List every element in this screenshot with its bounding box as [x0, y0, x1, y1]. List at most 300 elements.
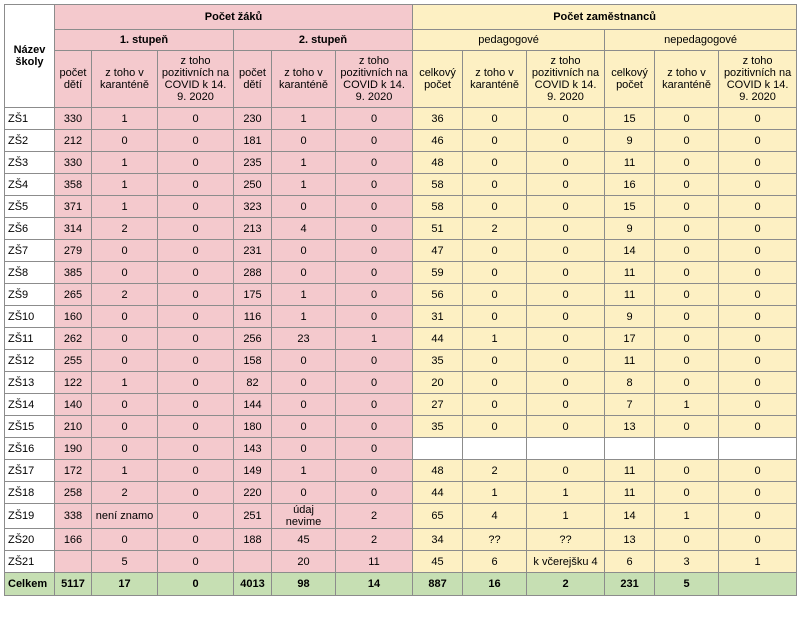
covid-school-table [4, 4, 797, 596]
teaching-total-cell: 31 [413, 306, 463, 328]
nonteaching-positive-cell: 0 [719, 174, 797, 196]
grade1-positive-cell: 0 [158, 416, 234, 438]
teaching-total-cell: 56 [413, 284, 463, 306]
teaching-total-cell: 34 [413, 529, 463, 551]
grade1-count-cell: 166 [55, 529, 92, 551]
nonteaching-quarantine-cell: 0 [655, 328, 719, 350]
nonteaching-quarantine-cell: 0 [655, 174, 719, 196]
total-teaching-total-cell: 887 [413, 573, 463, 596]
grade1-quarantine-cell: 0 [92, 240, 158, 262]
grade1-positive-cell: 0 [158, 551, 234, 573]
header-count-children: počet dětí [234, 51, 272, 108]
grade1-quarantine-cell: 1 [92, 460, 158, 482]
teaching-positive-cell: ?? [527, 529, 605, 551]
grade2-quarantine-cell: 0 [272, 196, 336, 218]
teaching-quarantine-cell: 0 [463, 394, 527, 416]
teaching-positive-cell: 0 [527, 394, 605, 416]
school-name-cell: ZŠ15 [5, 416, 55, 438]
teaching-quarantine-cell: 0 [463, 108, 527, 130]
grade1-positive-cell: 0 [158, 438, 234, 460]
grade1-quarantine-cell: 0 [92, 350, 158, 372]
nonteaching-quarantine-cell: 0 [655, 130, 719, 152]
teaching-total-cell: 27 [413, 394, 463, 416]
grade2-positive-cell: 0 [336, 262, 413, 284]
grade1-count-cell: 210 [55, 416, 92, 438]
header-positive: z toho pozitivních na COVID k 14. 9. 2020 [158, 51, 234, 108]
school-name-cell: ZŠ11 [5, 328, 55, 350]
grade2-positive-cell: 0 [336, 438, 413, 460]
grade1-quarantine-cell: 1 [92, 372, 158, 394]
teaching-positive-cell: k včerejšku 4 [527, 551, 605, 573]
nonteaching-quarantine-cell: 0 [655, 262, 719, 284]
grade1-quarantine-cell: 1 [92, 174, 158, 196]
header-count-children: počet dětí [55, 51, 92, 108]
total-grade1-quarantine-cell: 17 [92, 573, 158, 596]
nonteaching-quarantine-cell: 0 [655, 152, 719, 174]
teaching-positive-cell: 1 [527, 482, 605, 504]
nonteaching-total-cell: 17 [605, 328, 655, 350]
nonteaching-quarantine-cell: 0 [655, 350, 719, 372]
header-grade2: 2. stupeň [234, 30, 413, 51]
grade1-positive-cell: 0 [158, 130, 234, 152]
nonteaching-quarantine-cell: 0 [655, 218, 719, 240]
header-quarantine: z toho v karanténě [272, 51, 336, 108]
grade1-quarantine-cell: 2 [92, 218, 158, 240]
grade2-count-cell: 143 [234, 438, 272, 460]
grade2-count-cell [234, 551, 272, 573]
teaching-positive-cell: 0 [527, 328, 605, 350]
school-name-cell: ZŠ17 [5, 460, 55, 482]
table-row [5, 328, 797, 350]
grade2-quarantine-cell: 1 [272, 306, 336, 328]
total-nonteaching-quarantine-cell: 5 [655, 573, 719, 596]
grade2-quarantine-cell: 0 [272, 416, 336, 438]
grade2-quarantine-cell: 20 [272, 551, 336, 573]
grade2-count-cell: 144 [234, 394, 272, 416]
nonteaching-positive-cell: 0 [719, 328, 797, 350]
grade2-quarantine-cell: 23 [272, 328, 336, 350]
table-row [5, 551, 797, 573]
grade2-quarantine-cell: 0 [272, 240, 336, 262]
grade1-count-cell: 338 [55, 504, 92, 529]
teaching-total-cell: 35 [413, 350, 463, 372]
grade2-quarantine-cell: 0 [272, 262, 336, 284]
grade2-positive-cell: 0 [336, 240, 413, 262]
teaching-positive-cell: 0 [527, 350, 605, 372]
grade1-quarantine-cell: 0 [92, 306, 158, 328]
teaching-quarantine-cell [463, 438, 527, 460]
table-row [5, 438, 797, 460]
grade2-count-cell: 250 [234, 174, 272, 196]
grade2-quarantine-cell: 1 [272, 460, 336, 482]
nonteaching-positive-cell: 0 [719, 306, 797, 328]
table-row [5, 108, 797, 130]
school-name-cell: ZŠ19 [5, 504, 55, 529]
header-quarantine: z toho v karanténě [92, 51, 158, 108]
grade1-count-cell: 212 [55, 130, 92, 152]
nonteaching-total-cell: 7 [605, 394, 655, 416]
total-nonteaching-positive-cell [719, 573, 797, 596]
teaching-total-cell: 44 [413, 328, 463, 350]
table-row [5, 174, 797, 196]
grade2-count-cell: 181 [234, 130, 272, 152]
teaching-positive-cell: 0 [527, 108, 605, 130]
grade2-count-cell: 213 [234, 218, 272, 240]
grade1-count-cell: 160 [55, 306, 92, 328]
grade2-positive-cell: 1 [336, 328, 413, 350]
grade1-quarantine-cell: 0 [92, 394, 158, 416]
grade2-quarantine-cell: 0 [272, 482, 336, 504]
header-pupils: Počet žáků [55, 5, 413, 30]
teaching-positive-cell: 0 [527, 152, 605, 174]
grade1-positive-cell: 0 [158, 529, 234, 551]
nonteaching-total-cell: 11 [605, 350, 655, 372]
total-grade2-positive-cell: 14 [336, 573, 413, 596]
grade1-positive-cell: 0 [158, 152, 234, 174]
nonteaching-positive-cell: 0 [719, 152, 797, 174]
table-row [5, 394, 797, 416]
nonteaching-quarantine-cell: 3 [655, 551, 719, 573]
grade2-positive-cell: 0 [336, 284, 413, 306]
school-name-cell: ZŠ8 [5, 262, 55, 284]
nonteaching-quarantine-cell: 0 [655, 482, 719, 504]
grade2-positive-cell: 0 [336, 130, 413, 152]
nonteaching-positive-cell: 0 [719, 196, 797, 218]
teaching-quarantine-cell: 4 [463, 504, 527, 529]
nonteaching-total-cell: 13 [605, 416, 655, 438]
nonteaching-total-cell: 9 [605, 306, 655, 328]
nonteaching-positive-cell: 0 [719, 482, 797, 504]
grade1-count-cell: 330 [55, 108, 92, 130]
header-positive: z toho pozitivních na COVID k 14. 9. 2020 [719, 51, 797, 108]
grade2-positive-cell: 0 [336, 350, 413, 372]
grade1-count-cell: 258 [55, 482, 92, 504]
nonteaching-quarantine-cell: 0 [655, 306, 719, 328]
teaching-positive-cell: 0 [527, 460, 605, 482]
grade2-count-cell: 288 [234, 262, 272, 284]
nonteaching-quarantine-cell: 0 [655, 196, 719, 218]
teaching-positive-cell: 0 [527, 284, 605, 306]
school-name-cell: ZŠ6 [5, 218, 55, 240]
grade1-count-cell: 358 [55, 174, 92, 196]
nonteaching-total-cell: 11 [605, 262, 655, 284]
teaching-quarantine-cell: 2 [463, 218, 527, 240]
total-teaching-positive-cell: 2 [527, 573, 605, 596]
grade1-count-cell: 262 [55, 328, 92, 350]
grade1-quarantine-cell: 2 [92, 482, 158, 504]
header-teaching: pedagogové [413, 30, 605, 51]
grade2-quarantine-cell: 0 [272, 438, 336, 460]
nonteaching-positive-cell: 0 [719, 262, 797, 284]
header-quarantine: z toho v karanténě [655, 51, 719, 108]
grade2-count-cell: 220 [234, 482, 272, 504]
grade2-quarantine-cell: 4 [272, 218, 336, 240]
nonteaching-positive-cell [719, 438, 797, 460]
grade1-positive-cell: 0 [158, 262, 234, 284]
grade1-positive-cell: 0 [158, 394, 234, 416]
grade1-count-cell: 330 [55, 152, 92, 174]
grade1-count-cell [55, 551, 92, 573]
total-grade1-positive-cell: 0 [158, 573, 234, 596]
teaching-quarantine-cell: ?? [463, 529, 527, 551]
teaching-quarantine-cell: 0 [463, 350, 527, 372]
nonteaching-positive-cell: 0 [719, 504, 797, 529]
nonteaching-quarantine-cell: 0 [655, 240, 719, 262]
nonteaching-positive-cell: 0 [719, 529, 797, 551]
grade2-quarantine-cell: 0 [272, 394, 336, 416]
school-name-cell: ZŠ20 [5, 529, 55, 551]
table-row [5, 262, 797, 284]
nonteaching-positive-cell: 0 [719, 350, 797, 372]
nonteaching-total-cell: 8 [605, 372, 655, 394]
school-name-cell: ZŠ13 [5, 372, 55, 394]
school-name-cell: ZŠ21 [5, 551, 55, 573]
grade2-positive-cell: 0 [336, 196, 413, 218]
grade2-positive-cell: 0 [336, 460, 413, 482]
grade2-quarantine-cell: 0 [272, 130, 336, 152]
grade2-count-cell: 116 [234, 306, 272, 328]
teaching-quarantine-cell: 0 [463, 372, 527, 394]
header-grade1: 1. stupeň [55, 30, 234, 51]
teaching-quarantine-cell: 0 [463, 174, 527, 196]
nonteaching-quarantine-cell: 0 [655, 284, 719, 306]
school-name-cell: ZŠ16 [5, 438, 55, 460]
grade1-positive-cell: 0 [158, 350, 234, 372]
table-row [5, 152, 797, 174]
grade2-positive-cell: 0 [336, 394, 413, 416]
school-name-cell: ZŠ18 [5, 482, 55, 504]
grade1-quarantine-cell: 0 [92, 416, 158, 438]
nonteaching-quarantine-cell: 1 [655, 394, 719, 416]
grade2-count-cell: 235 [234, 152, 272, 174]
nonteaching-positive-cell: 0 [719, 218, 797, 240]
grade2-quarantine-cell: údaj nevime [272, 504, 336, 529]
grade2-quarantine-cell: 1 [272, 284, 336, 306]
nonteaching-positive-cell: 0 [719, 284, 797, 306]
teaching-positive-cell: 0 [527, 240, 605, 262]
grade2-count-cell: 180 [234, 416, 272, 438]
nonteaching-positive-cell: 0 [719, 108, 797, 130]
nonteaching-positive-cell: 0 [719, 372, 797, 394]
grade1-quarantine-cell: 0 [92, 438, 158, 460]
grade2-count-cell: 251 [234, 504, 272, 529]
teaching-quarantine-cell: 0 [463, 240, 527, 262]
nonteaching-total-cell: 9 [605, 130, 655, 152]
grade1-quarantine-cell: 0 [92, 262, 158, 284]
header-quarantine: z toho v karanténě [463, 51, 527, 108]
nonteaching-total-cell [605, 438, 655, 460]
nonteaching-quarantine-cell: 0 [655, 460, 719, 482]
grade2-count-cell: 158 [234, 350, 272, 372]
grade1-positive-cell: 0 [158, 174, 234, 196]
grade2-positive-cell: 0 [336, 482, 413, 504]
grade2-quarantine-cell: 0 [272, 350, 336, 372]
table-row [5, 416, 797, 438]
nonteaching-total-cell: 14 [605, 240, 655, 262]
teaching-quarantine-cell: 0 [463, 152, 527, 174]
total-teaching-quarantine-cell: 16 [463, 573, 527, 596]
grade1-quarantine-cell: 1 [92, 196, 158, 218]
grade2-count-cell: 323 [234, 196, 272, 218]
table-row [5, 284, 797, 306]
grade1-count-cell: 279 [55, 240, 92, 262]
teaching-total-cell: 35 [413, 416, 463, 438]
teaching-quarantine-cell: 1 [463, 328, 527, 350]
school-name-cell: ZŠ5 [5, 196, 55, 218]
grade1-count-cell: 265 [55, 284, 92, 306]
table-row [5, 130, 797, 152]
grade2-positive-cell: 0 [336, 416, 413, 438]
grade1-quarantine-cell: 1 [92, 108, 158, 130]
grade2-count-cell: 230 [234, 108, 272, 130]
nonteaching-positive-cell: 0 [719, 460, 797, 482]
header-positive: z toho pozitivních na COVID k 14. 9. 2020 [527, 51, 605, 108]
grade2-quarantine-cell: 0 [272, 372, 336, 394]
grade2-positive-cell: 11 [336, 551, 413, 573]
grade1-count-cell: 122 [55, 372, 92, 394]
grade2-positive-cell: 0 [336, 372, 413, 394]
grade1-positive-cell: 0 [158, 108, 234, 130]
teaching-positive-cell: 0 [527, 372, 605, 394]
grade1-quarantine-cell: 0 [92, 328, 158, 350]
grade1-positive-cell: 0 [158, 196, 234, 218]
grade1-quarantine-cell: 0 [92, 529, 158, 551]
teaching-quarantine-cell: 1 [463, 482, 527, 504]
teaching-total-cell: 51 [413, 218, 463, 240]
teaching-quarantine-cell: 2 [463, 460, 527, 482]
teaching-total-cell: 65 [413, 504, 463, 529]
nonteaching-positive-cell: 0 [719, 394, 797, 416]
nonteaching-quarantine-cell: 0 [655, 416, 719, 438]
teaching-quarantine-cell: 0 [463, 284, 527, 306]
header-staff: Počet zaměstnanců [413, 5, 797, 30]
school-name-cell: ZŠ4 [5, 174, 55, 196]
table-row [5, 372, 797, 394]
school-name-cell: ZŠ10 [5, 306, 55, 328]
grade1-count-cell: 314 [55, 218, 92, 240]
total-grade2-count-cell: 4013 [234, 573, 272, 596]
grade1-count-cell: 371 [55, 196, 92, 218]
table-row [5, 196, 797, 218]
nonteaching-total-cell: 6 [605, 551, 655, 573]
grade1-positive-cell: 0 [158, 504, 234, 529]
total-grade2-quarantine-cell: 98 [272, 573, 336, 596]
teaching-quarantine-cell: 0 [463, 262, 527, 284]
grade2-positive-cell: 0 [336, 174, 413, 196]
total-nonteaching-total-cell: 231 [605, 573, 655, 596]
nonteaching-total-cell: 11 [605, 284, 655, 306]
header-positive: z toho pozitivních na COVID k 14. 9. 2020 [336, 51, 413, 108]
nonteaching-positive-cell: 0 [719, 240, 797, 262]
grade1-positive-cell: 0 [158, 460, 234, 482]
header-total-count: celkový počet [413, 51, 463, 108]
grade1-quarantine-cell: 2 [92, 284, 158, 306]
grade1-quarantine-cell: není znamo [92, 504, 158, 529]
grade2-count-cell: 149 [234, 460, 272, 482]
grade1-positive-cell: 0 [158, 482, 234, 504]
nonteaching-total-cell: 11 [605, 460, 655, 482]
grade1-positive-cell: 0 [158, 240, 234, 262]
grade2-positive-cell: 0 [336, 108, 413, 130]
table-row [5, 306, 797, 328]
total-label: Celkem [5, 573, 55, 596]
school-name-cell: ZŠ7 [5, 240, 55, 262]
school-name-cell: ZŠ1 [5, 108, 55, 130]
teaching-total-cell: 44 [413, 482, 463, 504]
table-row [5, 482, 797, 504]
teaching-positive-cell: 0 [527, 262, 605, 284]
teaching-positive-cell: 0 [527, 174, 605, 196]
grade1-quarantine-cell: 5 [92, 551, 158, 573]
grade2-quarantine-cell: 1 [272, 174, 336, 196]
teaching-positive-cell: 0 [527, 416, 605, 438]
grade1-count-cell: 190 [55, 438, 92, 460]
nonteaching-total-cell: 15 [605, 108, 655, 130]
school-name-cell: ZŠ12 [5, 350, 55, 372]
teaching-total-cell: 59 [413, 262, 463, 284]
table-row [5, 529, 797, 551]
nonteaching-total-cell: 15 [605, 196, 655, 218]
nonteaching-quarantine-cell: 0 [655, 529, 719, 551]
grade1-quarantine-cell: 1 [92, 152, 158, 174]
teaching-positive-cell: 1 [527, 504, 605, 529]
total-grade1-count-cell: 5117 [55, 573, 92, 596]
table-row [5, 218, 797, 240]
teaching-total-cell: 45 [413, 551, 463, 573]
table-row [5, 350, 797, 372]
grade2-count-cell: 82 [234, 372, 272, 394]
teaching-total-cell: 48 [413, 460, 463, 482]
nonteaching-quarantine-cell: 0 [655, 372, 719, 394]
teaching-total-cell: 58 [413, 174, 463, 196]
table-row [5, 240, 797, 262]
teaching-total-cell: 58 [413, 196, 463, 218]
grade2-positive-cell: 0 [336, 152, 413, 174]
nonteaching-total-cell: 14 [605, 504, 655, 529]
grade2-count-cell: 231 [234, 240, 272, 262]
grade2-count-cell: 175 [234, 284, 272, 306]
table-row [5, 504, 797, 529]
grade1-positive-cell: 0 [158, 328, 234, 350]
grade2-positive-cell: 0 [336, 306, 413, 328]
teaching-quarantine-cell: 0 [463, 416, 527, 438]
grade2-count-cell: 188 [234, 529, 272, 551]
grade2-count-cell: 256 [234, 328, 272, 350]
nonteaching-positive-cell: 0 [719, 416, 797, 438]
teaching-total-cell: 36 [413, 108, 463, 130]
grade2-positive-cell: 2 [336, 504, 413, 529]
grade2-quarantine-cell: 1 [272, 108, 336, 130]
nonteaching-quarantine-cell: 1 [655, 504, 719, 529]
teaching-total-cell: 46 [413, 130, 463, 152]
nonteaching-total-cell: 13 [605, 529, 655, 551]
teaching-positive-cell: 0 [527, 130, 605, 152]
nonteaching-total-cell: 9 [605, 218, 655, 240]
teaching-total-cell: 20 [413, 372, 463, 394]
grade1-positive-cell: 0 [158, 284, 234, 306]
teaching-quarantine-cell: 0 [463, 306, 527, 328]
teaching-total-cell: 47 [413, 240, 463, 262]
teaching-total-cell: 48 [413, 152, 463, 174]
teaching-positive-cell: 0 [527, 306, 605, 328]
grade2-positive-cell: 2 [336, 529, 413, 551]
nonteaching-positive-cell: 1 [719, 551, 797, 573]
header-nonteaching: nepedagogové [605, 30, 797, 51]
nonteaching-positive-cell: 0 [719, 130, 797, 152]
teaching-total-cell [413, 438, 463, 460]
nonteaching-total-cell: 11 [605, 152, 655, 174]
grade2-positive-cell: 0 [336, 218, 413, 240]
